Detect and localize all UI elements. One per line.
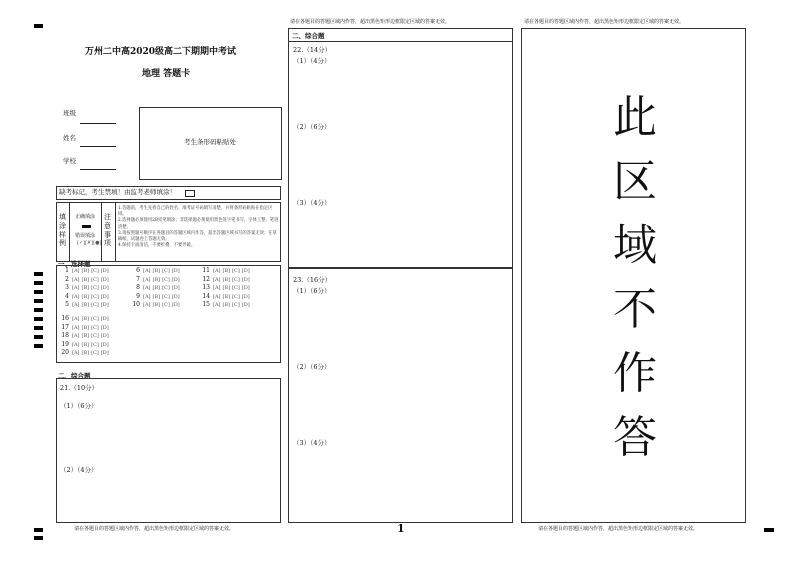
mc-question-number: 10	[132, 301, 140, 308]
mc-question-row	[201, 302, 252, 308]
mc-option-bubble[interactable]: [C]	[91, 302, 99, 308]
absent-label: 缺考标记，考生禁填！由监考老师填涂！	[59, 188, 176, 196]
mc-option-bubble[interactable]: [B]	[152, 285, 161, 291]
mc-question-row	[131, 302, 182, 308]
bottom-notice-left: 请在各题目的答题区域内作答，超出黑色矩形边框限定区域的答案无效。	[74, 526, 235, 532]
q23-part2: （2）（6分）	[293, 363, 331, 371]
mc-option-bubble[interactable]: [B]	[81, 350, 90, 356]
mc-option-bubble[interactable]: [C]	[232, 268, 240, 274]
note-line: 1.答题前，考生先将自己的姓名、准考证号码填写清楚，并将条形码粘贴在指定区域。	[118, 206, 273, 218]
mc-option-bubble[interactable]: [B]	[152, 268, 161, 274]
mc-option-bubble[interactable]: [A]	[143, 302, 151, 308]
mc-option-bubble[interactable]: [A]	[72, 316, 80, 322]
notes-list	[118, 206, 280, 250]
mc-option-bubble[interactable]: [A]	[72, 324, 80, 331]
notes-divider-1	[101, 203, 102, 261]
mc-option-bubble[interactable]: [C]	[162, 285, 170, 291]
sample-title: 填涂样例	[59, 213, 66, 248]
no-answer-char: 此	[613, 92, 657, 143]
mc-option-bubble[interactable]: [D]	[241, 302, 250, 308]
mc-question-number: 15	[202, 301, 210, 308]
mc-question-number: 8	[136, 284, 140, 291]
mc-option-bubble[interactable]: [A]	[143, 268, 151, 274]
mc-option-bubble[interactable]: [D]	[100, 276, 109, 283]
notes-divider-2	[115, 203, 116, 261]
mc-option-bubble[interactable]: [A]	[72, 341, 80, 348]
mc-question-number: 5	[65, 301, 69, 308]
mc-question-row	[201, 277, 252, 283]
mc-option-bubble[interactable]: [D]	[241, 268, 250, 274]
name-field[interactable]	[80, 146, 116, 147]
mc-option-bubble[interactable]: [D]	[100, 350, 109, 356]
q21-part1: （1）（6分）	[60, 402, 98, 410]
mc-option-bubble[interactable]: [D]	[100, 268, 109, 274]
mc-question-row	[60, 350, 111, 356]
no-answer-char: 作	[613, 348, 657, 399]
section2-title-left: 二、综合题	[58, 372, 91, 380]
mc-question-row	[131, 285, 182, 291]
mc-option-bubble[interactable]: [D]	[100, 333, 109, 339]
sample-notes-box	[56, 202, 281, 262]
mc-question-number: 12	[202, 275, 210, 283]
mc-option-bubble[interactable]: [D]	[100, 293, 109, 300]
mc-option-bubble[interactable]: [D]	[171, 268, 180, 274]
sample-correct-label: 正确填涂	[75, 214, 96, 220]
mc-question-row	[131, 294, 182, 300]
note-line: 3.请按照题号顺序在各题目的答题区域内作答，超出答题区域书写的答案无效；在草稿纸、试题卷上答题无效。	[118, 230, 277, 243]
mc-question-number: 2	[65, 275, 69, 283]
wrong-fill-sample: [✓][✗][●]	[77, 240, 102, 246]
mc-question-row	[60, 342, 111, 348]
q22-answer-box[interactable]	[288, 41, 513, 268]
note-line: 2.选择题必须使用2B铅笔填涂；非选择题必须使用黑色签字笔书写，字体工整、笔迹清楚。	[118, 218, 279, 230]
mc-question-number: 14	[202, 292, 210, 300]
mc-option-bubble[interactable]: [A]	[213, 285, 221, 291]
mc-option-bubble[interactable]: [B]	[81, 293, 90, 300]
q23-title: 23.（16分）	[293, 276, 332, 284]
absent-box	[56, 186, 281, 200]
mc-question-number: 6	[136, 267, 140, 274]
q23-part1: （1）（6分）	[293, 287, 331, 295]
mc-option-bubble[interactable]: [C]	[91, 316, 99, 322]
class-label: 班级	[63, 109, 76, 117]
q22-title: 22.（14分）	[293, 46, 332, 54]
timing-mark-bottom-left-2	[34, 536, 43, 540]
mc-option-bubble[interactable]: [A]	[143, 293, 151, 300]
mc-question-row	[131, 277, 182, 283]
section2-title-middle: 二、综合题	[292, 32, 325, 40]
sample-wrong-label: 错误填涂	[75, 233, 96, 239]
exam-title: 万州二中高2020级高二下期期中考试	[85, 47, 237, 57]
no-answer-char: 域	[613, 220, 657, 271]
timing-mark-left-4	[34, 299, 43, 303]
q22-part1: （1）（4分）	[293, 57, 331, 65]
mc-option-bubble[interactable]: [D]	[241, 285, 250, 291]
timing-mark-left-2	[34, 281, 43, 285]
top-notice-right: 请在各题目的答题区域内作答，超出黑色矩形边框限定区域的答案无效。	[524, 19, 685, 25]
mc-option-bubble[interactable]: [C]	[162, 276, 170, 283]
notes-title: 注意事项	[104, 213, 111, 248]
timing-mark-left-3	[34, 290, 43, 294]
mc-question-number: 9	[136, 292, 140, 300]
mc-option-bubble[interactable]: [A]	[213, 302, 221, 308]
mc-option-bubble[interactable]: [D]	[100, 316, 109, 322]
mc-option-bubble[interactable]: [C]	[91, 276, 99, 283]
mc-question-row	[60, 302, 111, 308]
mc-question-number: 3	[65, 284, 69, 291]
timing-mark-top-left	[34, 24, 43, 28]
mc-question-row	[201, 294, 252, 300]
timing-mark-left-6	[34, 317, 43, 321]
mc-option-bubble[interactable]: [A]	[213, 276, 221, 283]
mc-option-bubble[interactable]: [C]	[91, 333, 99, 339]
mc-option-bubble[interactable]: [A]	[143, 285, 151, 291]
barcode-label: 考生条形码粘贴处	[184, 138, 236, 146]
mc-option-bubble[interactable]: [C]	[91, 324, 99, 331]
mc-option-bubble[interactable]: [D]	[100, 302, 109, 308]
card-title: 地理 答题卡	[142, 69, 191, 79]
mc-option-bubble[interactable]: [C]	[162, 268, 170, 274]
mc-option-bubble[interactable]: [A]	[72, 302, 80, 308]
mc-option-bubble[interactable]: [B]	[81, 268, 90, 274]
mc-option-bubble[interactable]: [D]	[171, 302, 180, 308]
mc-option-bubble[interactable]: [D]	[100, 324, 109, 331]
timing-mark-bottom-left-1	[34, 528, 43, 532]
mc-option-bubble[interactable]: [B]	[81, 285, 90, 291]
mc-option-bubble[interactable]: [B]	[81, 316, 90, 322]
mc-option-bubble[interactable]: [C]	[91, 350, 99, 356]
timing-mark-left-7	[34, 326, 43, 330]
mc-question-number: 20	[61, 349, 69, 356]
mc-option-bubble[interactable]: [C]	[162, 302, 170, 308]
mc-question-number: 17	[61, 323, 69, 331]
mc-option-bubble[interactable]: [B]	[152, 293, 161, 300]
timing-mark-left-8	[34, 335, 43, 339]
mc-question-number: 19	[61, 340, 69, 348]
q22-part3: （3）（4分）	[293, 199, 331, 207]
mc-question-number: 11	[202, 267, 210, 274]
mc-question-row	[201, 285, 252, 291]
mc-option-bubble[interactable]: [B]	[152, 302, 161, 308]
no-answer-char: 不	[613, 284, 657, 335]
mc-option-bubble[interactable]: [A]	[72, 350, 80, 356]
timing-mark-bottom-right	[764, 528, 774, 532]
mc-option-bubble[interactable]: [A]	[213, 293, 221, 300]
mc-option-bubble[interactable]: [A]	[72, 276, 80, 283]
school-field[interactable]	[80, 169, 116, 170]
mc-option-bubble[interactable]: [C]	[91, 285, 99, 291]
mc-option-bubble[interactable]: [B]	[222, 302, 231, 308]
mc-option-bubble[interactable]: [D]	[100, 285, 109, 291]
school-label: 学校	[63, 157, 76, 165]
mc-question-row	[60, 285, 111, 291]
barcode-area[interactable]	[139, 107, 282, 180]
mc-option-bubble[interactable]: [C]	[232, 302, 240, 308]
mc-option-bubble[interactable]: [C]	[91, 268, 99, 274]
mc-option-bubble[interactable]: [D]	[171, 293, 180, 300]
mc-question-row	[131, 268, 182, 274]
q21-part2: （2）（4分）	[60, 466, 98, 474]
absent-checkbox[interactable]	[185, 190, 195, 197]
mc-question-number: 13	[202, 284, 210, 291]
mc-option-bubble[interactable]: [C]	[91, 293, 99, 300]
mc-question-row	[60, 316, 111, 322]
mc-option-bubble[interactable]: [B]	[152, 276, 161, 283]
mc-option-bubble[interactable]: [D]	[241, 276, 250, 283]
mc-option-bubble[interactable]: [B]	[81, 333, 90, 339]
mc-option-bubble[interactable]: [D]	[241, 293, 250, 300]
correct-fill-sample	[82, 225, 91, 228]
q21-title: 21.（10分）	[60, 384, 99, 392]
mc-option-bubble[interactable]: [A]	[72, 285, 80, 291]
mc-option-bubble[interactable]: [C]	[232, 276, 240, 283]
mc-option-bubble[interactable]: [C]	[232, 285, 240, 291]
q21-answer-box[interactable]	[56, 378, 281, 523]
mc-question-number: 7	[136, 275, 140, 283]
no-answer-char: 答	[613, 412, 657, 463]
mc-option-bubble[interactable]: [B]	[222, 268, 231, 274]
note-line: 4.保持卡面清洁，不要折叠、不要弄破。	[118, 243, 196, 249]
mc-option-bubble[interactable]: [D]	[171, 285, 180, 291]
mc-option-bubble[interactable]: [A]	[72, 293, 80, 300]
mc-question-row	[60, 294, 111, 300]
q23-answer-box[interactable]	[288, 268, 513, 523]
mc-option-bubble[interactable]: [A]	[143, 276, 151, 283]
mc-option-bubble[interactable]: [A]	[72, 333, 80, 339]
q23-part3: （3）（4分）	[293, 439, 331, 447]
mc-option-bubble[interactable]: [B]	[222, 276, 231, 283]
mc-option-bubble[interactable]: [B]	[222, 293, 231, 300]
mc-option-bubble[interactable]: [C]	[91, 341, 99, 348]
timing-mark-left-1	[34, 272, 43, 276]
mc-option-bubble[interactable]: [B]	[81, 341, 90, 348]
mc-option-bubble[interactable]: [B]	[81, 276, 90, 283]
mc-question-row	[60, 268, 111, 274]
sample-divider	[69, 203, 70, 261]
class-field[interactable]	[80, 123, 116, 124]
mc-question-row	[60, 333, 111, 339]
mc-option-bubble[interactable]: [A]	[72, 268, 80, 274]
mc-question-number: 16	[61, 315, 69, 322]
section1-title: 一、选择题	[58, 260, 91, 268]
mc-question-number: 18	[61, 332, 69, 339]
mc-option-bubble[interactable]: [C]	[232, 293, 240, 300]
page-number: 1	[397, 522, 405, 535]
name-label: 姓名	[63, 134, 76, 142]
timing-mark-left-5	[34, 308, 43, 312]
bottom-notice-right: 请在各题目的答题区域内作答，超出黑色矩形边框限定区域的答案无效。	[538, 526, 699, 532]
mc-question-number: 1	[65, 267, 69, 274]
mc-option-bubble[interactable]: [B]	[81, 324, 90, 331]
mc-option-bubble[interactable]: [D]	[100, 341, 109, 348]
mc-question-row	[201, 268, 252, 274]
no-answer-char: 区	[613, 156, 657, 207]
mc-option-bubble[interactable]: [B]	[222, 285, 231, 291]
q22-part2: （2）（6分）	[293, 123, 331, 131]
mc-question-number: 4	[65, 292, 69, 300]
mc-option-bubble[interactable]: [C]	[162, 293, 170, 300]
mc-question-row	[60, 325, 111, 331]
mc-option-bubble[interactable]: [B]	[81, 302, 90, 308]
mc-option-bubble[interactable]: [A]	[213, 268, 221, 274]
mc-option-bubble[interactable]: [D]	[171, 276, 180, 283]
timing-mark-left-9	[34, 344, 43, 348]
mc-question-row	[60, 277, 111, 283]
top-notice-middle: 请在各题目的答题区域内作答，超出黑色矩形边框限定区域的答案无效。	[290, 19, 451, 25]
